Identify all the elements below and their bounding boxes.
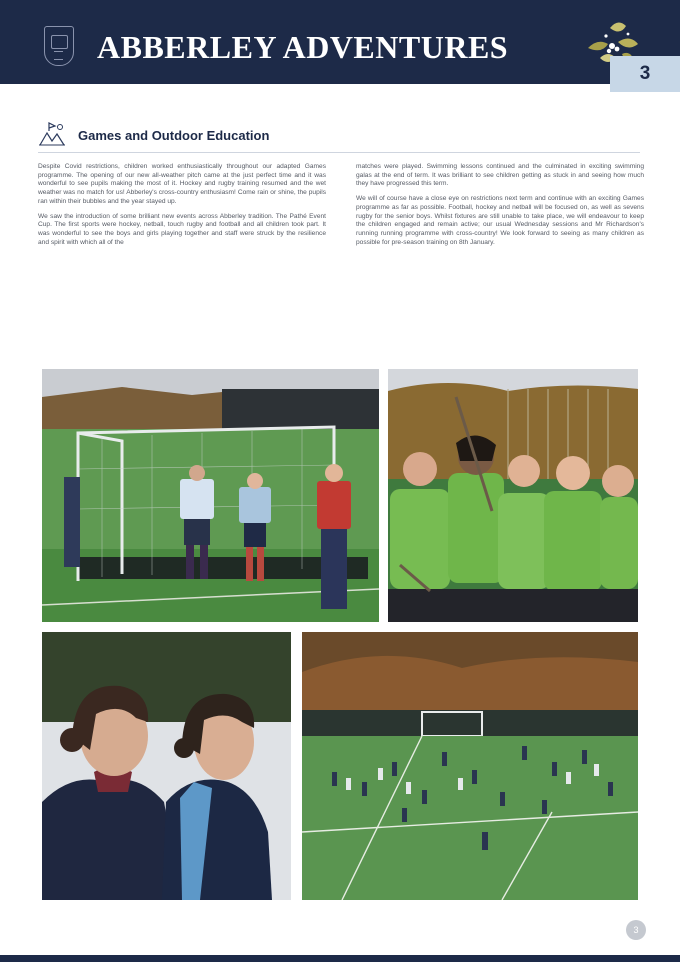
page-number-tab — [610, 56, 680, 92]
header-banner — [0, 0, 680, 84]
body-column-right — [356, 163, 644, 253]
outdoor-activities-icon — [38, 121, 66, 147]
section-divider — [38, 152, 640, 153]
paragraph: matches were played. Swimming lessons continued and the culminated in exciting swimming galas at the end of term. It was brilliant to see children getting as stuck in and seeing how much they have progressed this term. — [356, 163, 644, 188]
paragraph: We saw the introduction of some brilliant new events across Abberley tradition. The Pathé Event Cup. The first sports were hockey, netball, touch rugby and football and all children took part. It was wonderful to see the boys and girls playing together and staff were struck by the resilience and spirit with which all of the — [38, 212, 326, 246]
magazine-title: ABBERLEY ADVENTURES — [97, 29, 509, 65]
section-title: Games and Outdoor Education — [78, 128, 270, 143]
paragraph: Despite Covid restrictions, children worked enthusiastically throughout our adapted Games programme. The opening of our new all-weather pitch came at the just perfect time and it was wonderful to see pupils making the most of it. Hockey and rugby training resumed and the wet weather was no match for us! Abberley's cross-country enthusiasm! Come rain or shine, the pupils ran within their bubbles and the year stayed up. — [38, 163, 326, 205]
page-tab-number: 3 — [639, 63, 651, 84]
photo-group-in-bibs — [388, 369, 638, 622]
page-number-circle — [626, 920, 646, 940]
photo-pitch-overview — [302, 632, 638, 900]
footer-page-number: 3 — [633, 925, 639, 935]
paragraph: We will of course have a close eye on restrictions next term and continue with an exciting Games programme as far as possible. Football, hockey and netball will be focused on, as well as sevens rugby for the senior boys. Whilst fixtures are still unable to take place, we will endeavour to keep the children engaged and remain active; our usual Wednesday sessions and Mr Richardson's running running programme with cross-country! We look forward to seeing as many children as possible for pre-season training on 8th January. — [356, 195, 644, 246]
photo-hockey-goal — [42, 369, 379, 622]
photo-coaches — [42, 632, 291, 900]
school-crest-icon — [44, 26, 74, 66]
footer-bar — [0, 955, 680, 962]
body-column-left — [38, 163, 326, 253]
